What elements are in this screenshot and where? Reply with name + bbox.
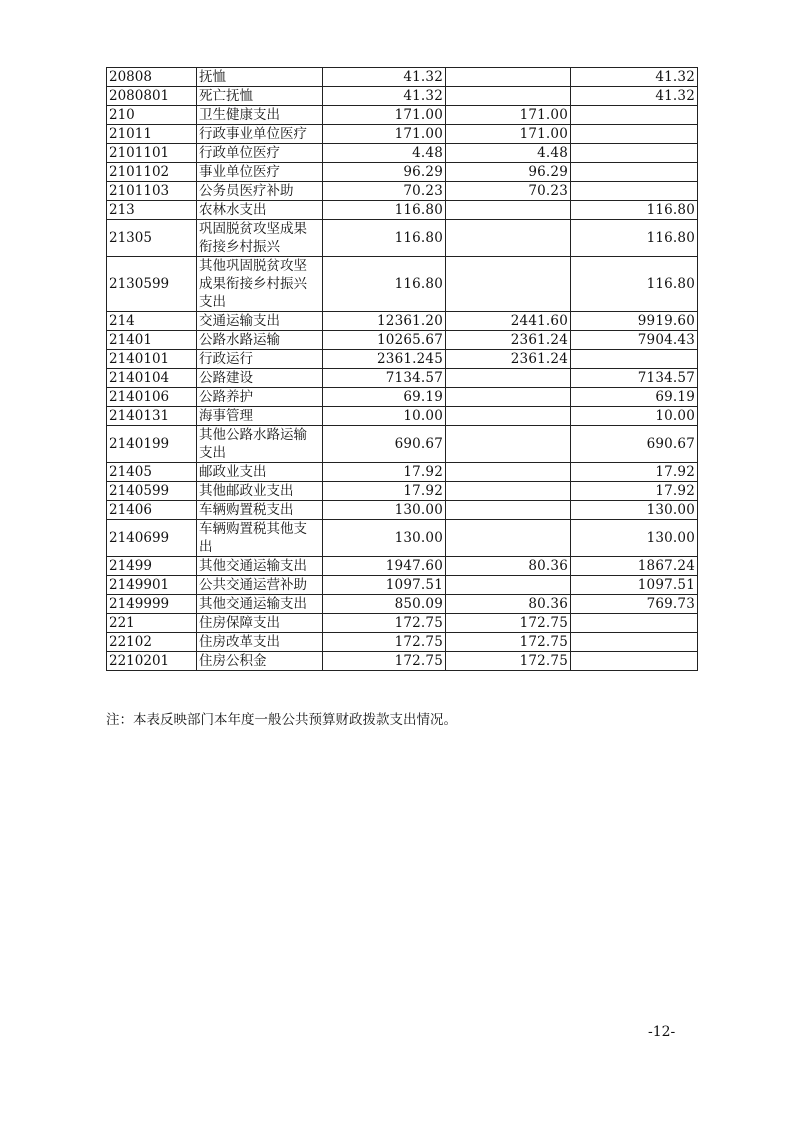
table-row bbox=[107, 350, 698, 369]
row-code: 21305 bbox=[107, 220, 197, 257]
table-row bbox=[107, 595, 698, 614]
table-row bbox=[107, 576, 698, 595]
table-row bbox=[107, 68, 698, 87]
row-code: 221 bbox=[107, 614, 197, 633]
row-basic: 171.00 bbox=[446, 125, 571, 144]
row-name: 公共交通运营补助 bbox=[197, 576, 323, 595]
row-code: 210 bbox=[107, 106, 197, 125]
row-name: 行政事业单位医疗 bbox=[197, 125, 323, 144]
table-row bbox=[107, 87, 698, 106]
row-code: 2140699 bbox=[107, 520, 197, 557]
row-total: 10265.67 bbox=[323, 331, 446, 350]
row-code: 2101101 bbox=[107, 144, 197, 163]
row-basic bbox=[446, 220, 571, 257]
row-code: 2140101 bbox=[107, 350, 197, 369]
table-note: 注：本表反映部门本年度一般公共预算财政拨款支出情况。 bbox=[106, 712, 457, 728]
table-row bbox=[107, 388, 698, 407]
table-row bbox=[107, 312, 698, 331]
row-total: 171.00 bbox=[323, 125, 446, 144]
row-total: 850.09 bbox=[323, 595, 446, 614]
row-project: 116.80 bbox=[571, 220, 698, 257]
row-basic bbox=[446, 501, 571, 520]
row-total: 690.67 bbox=[323, 426, 446, 463]
row-code: 2140104 bbox=[107, 369, 197, 388]
row-project: 69.19 bbox=[571, 388, 698, 407]
row-total: 17.92 bbox=[323, 482, 446, 501]
row-name: 巩固脱贫攻坚成果衔接乡村振兴 bbox=[197, 220, 323, 257]
row-code: 21406 bbox=[107, 501, 197, 520]
row-basic bbox=[446, 201, 571, 220]
row-code: 214 bbox=[107, 312, 197, 331]
row-total: 41.32 bbox=[323, 87, 446, 106]
row-name: 住房改革支出 bbox=[197, 633, 323, 652]
row-name: 死亡抚恤 bbox=[197, 87, 323, 106]
row-project bbox=[571, 125, 698, 144]
table-row bbox=[107, 257, 698, 312]
row-total: 4.48 bbox=[323, 144, 446, 163]
row-name: 卫生健康支出 bbox=[197, 106, 323, 125]
row-project: 17.92 bbox=[571, 463, 698, 482]
row-total: 172.75 bbox=[323, 614, 446, 633]
row-code: 2210201 bbox=[107, 652, 197, 671]
row-code: 21401 bbox=[107, 331, 197, 350]
row-basic bbox=[446, 576, 571, 595]
row-project: 7904.43 bbox=[571, 331, 698, 350]
row-project bbox=[571, 614, 698, 633]
row-code: 20808 bbox=[107, 68, 197, 87]
row-total: 96.29 bbox=[323, 163, 446, 182]
row-name: 公务员医疗补助 bbox=[197, 182, 323, 201]
row-name: 海事管理 bbox=[197, 407, 323, 426]
row-basic bbox=[446, 68, 571, 87]
row-name: 住房保障支出 bbox=[197, 614, 323, 633]
table-row bbox=[107, 652, 698, 671]
table-row bbox=[107, 614, 698, 633]
row-project: 41.32 bbox=[571, 68, 698, 87]
table-row bbox=[107, 369, 698, 388]
row-total: 171.00 bbox=[323, 106, 446, 125]
table-row bbox=[107, 501, 698, 520]
row-name: 交通运输支出 bbox=[197, 312, 323, 331]
table-row bbox=[107, 463, 698, 482]
row-basic bbox=[446, 407, 571, 426]
row-total: 1097.51 bbox=[323, 576, 446, 595]
expenditure-table bbox=[106, 67, 698, 671]
row-project bbox=[571, 350, 698, 369]
row-basic: 4.48 bbox=[446, 144, 571, 163]
row-code: 2101103 bbox=[107, 182, 197, 201]
row-total: 2361.245 bbox=[323, 350, 446, 369]
row-basic: 2361.24 bbox=[446, 331, 571, 350]
row-code: 2140131 bbox=[107, 407, 197, 426]
row-code: 21011 bbox=[107, 125, 197, 144]
row-total: 69.19 bbox=[323, 388, 446, 407]
row-basic bbox=[446, 257, 571, 312]
row-project: 130.00 bbox=[571, 501, 698, 520]
row-name: 行政运行 bbox=[197, 350, 323, 369]
table-row bbox=[107, 426, 698, 463]
row-total: 1947.60 bbox=[323, 557, 446, 576]
row-basic bbox=[446, 463, 571, 482]
row-total: 116.80 bbox=[323, 257, 446, 312]
row-project: 1097.51 bbox=[571, 576, 698, 595]
row-basic: 2361.24 bbox=[446, 350, 571, 369]
row-basic: 80.36 bbox=[446, 557, 571, 576]
table-row bbox=[107, 182, 698, 201]
row-total: 17.92 bbox=[323, 463, 446, 482]
row-basic: 96.29 bbox=[446, 163, 571, 182]
table-row bbox=[107, 220, 698, 257]
row-project bbox=[571, 144, 698, 163]
row-basic: 2441.60 bbox=[446, 312, 571, 331]
row-name: 其他公路水路运输支出 bbox=[197, 426, 323, 463]
row-project: 116.80 bbox=[571, 257, 698, 312]
row-project bbox=[571, 633, 698, 652]
row-name: 农林水支出 bbox=[197, 201, 323, 220]
row-total: 116.80 bbox=[323, 220, 446, 257]
table-row bbox=[107, 125, 698, 144]
row-name: 行政单位医疗 bbox=[197, 144, 323, 163]
row-name: 公路建设 bbox=[197, 369, 323, 388]
row-name: 住房公积金 bbox=[197, 652, 323, 671]
row-project bbox=[571, 652, 698, 671]
row-total: 7134.57 bbox=[323, 369, 446, 388]
row-total: 116.80 bbox=[323, 201, 446, 220]
row-total: 70.23 bbox=[323, 182, 446, 201]
row-total: 41.32 bbox=[323, 68, 446, 87]
row-project: 7134.57 bbox=[571, 369, 698, 388]
row-code: 2130599 bbox=[107, 257, 197, 312]
row-project bbox=[571, 106, 698, 125]
row-code: 22102 bbox=[107, 633, 197, 652]
table-row bbox=[107, 106, 698, 125]
row-project: 17.92 bbox=[571, 482, 698, 501]
row-total: 130.00 bbox=[323, 520, 446, 557]
row-project bbox=[571, 163, 698, 182]
row-code: 2149999 bbox=[107, 595, 197, 614]
row-name: 其他巩固脱贫攻坚成果衔接乡村振兴支出 bbox=[197, 257, 323, 312]
row-code: 21405 bbox=[107, 463, 197, 482]
row-project: 130.00 bbox=[571, 520, 698, 557]
row-code: 2140599 bbox=[107, 482, 197, 501]
row-basic bbox=[446, 520, 571, 557]
row-basic: 172.75 bbox=[446, 633, 571, 652]
row-code: 2140199 bbox=[107, 426, 197, 463]
row-project: 41.32 bbox=[571, 87, 698, 106]
table-row bbox=[107, 407, 698, 426]
row-name: 其他交通运输支出 bbox=[197, 557, 323, 576]
row-name: 事业单位医疗 bbox=[197, 163, 323, 182]
row-code: 2080801 bbox=[107, 87, 197, 106]
row-basic bbox=[446, 369, 571, 388]
row-project bbox=[571, 182, 698, 201]
row-project: 1867.24 bbox=[571, 557, 698, 576]
row-total: 10.00 bbox=[323, 407, 446, 426]
row-name: 其他邮政业支出 bbox=[197, 482, 323, 501]
row-basic: 70.23 bbox=[446, 182, 571, 201]
row-name: 抚恤 bbox=[197, 68, 323, 87]
table-row bbox=[107, 633, 698, 652]
row-total: 12361.20 bbox=[323, 312, 446, 331]
row-name: 车辆购置税支出 bbox=[197, 501, 323, 520]
table-row bbox=[107, 482, 698, 501]
row-code: 2101102 bbox=[107, 163, 197, 182]
row-basic: 80.36 bbox=[446, 595, 571, 614]
row-basic: 172.75 bbox=[446, 614, 571, 633]
table-row bbox=[107, 144, 698, 163]
row-project: 9919.60 bbox=[571, 312, 698, 331]
row-total: 172.75 bbox=[323, 633, 446, 652]
row-basic bbox=[446, 87, 571, 106]
page-number: -12- bbox=[648, 1024, 676, 1040]
row-name: 公路养护 bbox=[197, 388, 323, 407]
table-row bbox=[107, 201, 698, 220]
row-total: 172.75 bbox=[323, 652, 446, 671]
row-project: 690.67 bbox=[571, 426, 698, 463]
row-code: 21499 bbox=[107, 557, 197, 576]
table-row bbox=[107, 163, 698, 182]
row-project: 769.73 bbox=[571, 595, 698, 614]
table-row bbox=[107, 557, 698, 576]
row-name: 其他交通运输支出 bbox=[197, 595, 323, 614]
row-name: 公路水路运输 bbox=[197, 331, 323, 350]
row-basic: 171.00 bbox=[446, 106, 571, 125]
row-name: 车辆购置税其他支出 bbox=[197, 520, 323, 557]
row-code: 2140106 bbox=[107, 388, 197, 407]
row-name: 邮政业支出 bbox=[197, 463, 323, 482]
row-basic bbox=[446, 388, 571, 407]
row-project: 10.00 bbox=[571, 407, 698, 426]
table-row bbox=[107, 520, 698, 557]
row-basic bbox=[446, 426, 571, 463]
row-total: 130.00 bbox=[323, 501, 446, 520]
table-row bbox=[107, 331, 698, 350]
row-basic: 172.75 bbox=[446, 652, 571, 671]
row-project: 116.80 bbox=[571, 201, 698, 220]
row-code: 2149901 bbox=[107, 576, 197, 595]
row-basic bbox=[446, 482, 571, 501]
row-code: 213 bbox=[107, 201, 197, 220]
table-body bbox=[107, 68, 698, 671]
